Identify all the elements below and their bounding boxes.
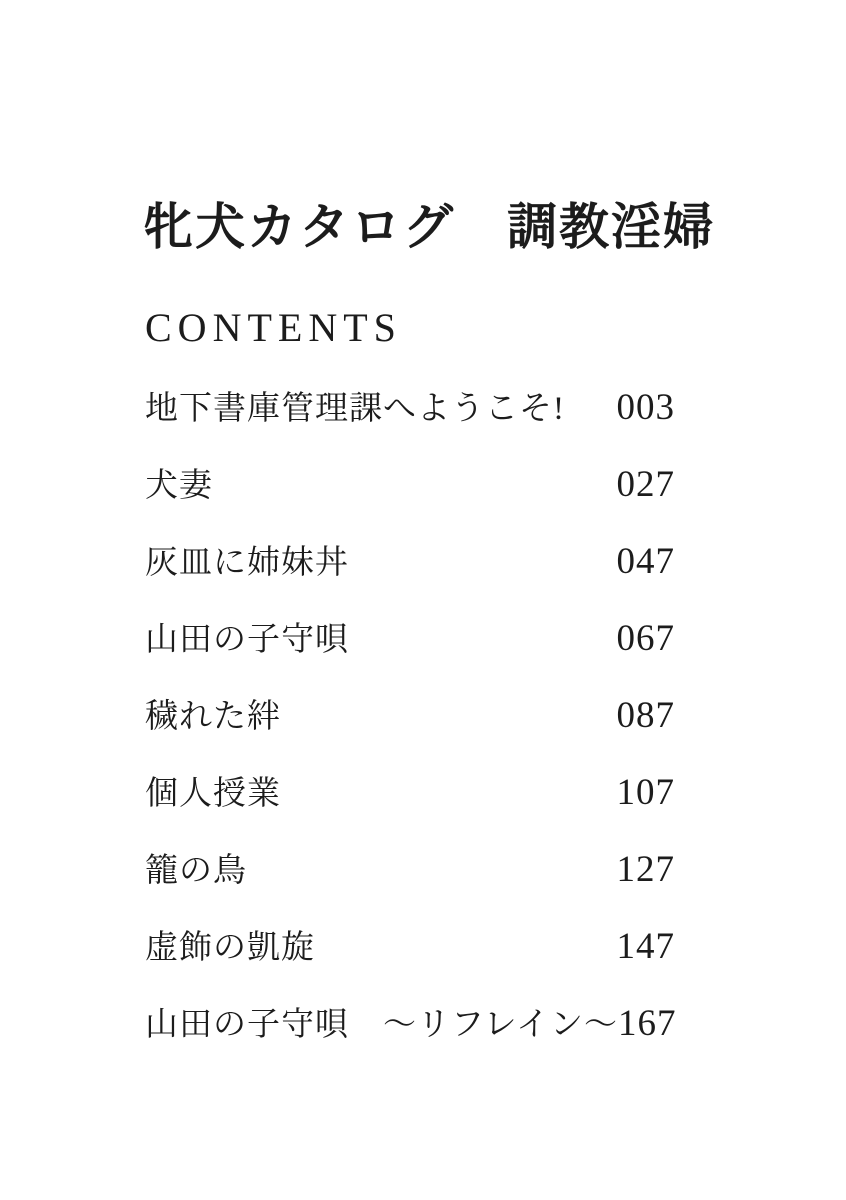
chapter-page-number: 027: [616, 464, 675, 505]
chapter-title: 山田の子守唄: [145, 622, 349, 658]
toc-row: [145, 1004, 675, 1081]
chapter-title: 籠の鳥: [145, 853, 247, 889]
toc-row: [145, 388, 675, 465]
chapter-title: 個人授業: [145, 776, 281, 812]
chapter-title: 地下書庫管理課へようこそ!: [145, 391, 565, 427]
chapter-page-number: 127: [616, 849, 675, 890]
chapter-title: 山田の子守唄 〜リフレイン〜: [145, 1007, 619, 1043]
chapter-page-number: 067: [616, 618, 675, 659]
toc-row: [145, 542, 675, 619]
toc-row: [145, 773, 675, 850]
chapter-title: 穢れた絆: [145, 699, 281, 735]
chapter-title: 灰皿に姉妹丼: [145, 545, 349, 581]
chapter-page-number: 003: [616, 387, 675, 428]
chapter-title: 虚飾の凱旋: [145, 930, 315, 966]
toc-row: [145, 696, 675, 773]
chapter-page-number: 147: [616, 926, 675, 967]
chapter-title: 犬妻: [145, 468, 213, 504]
toc-list: [145, 388, 675, 1081]
toc-row: [145, 619, 675, 696]
toc-row: [145, 927, 675, 1004]
book-title: 牝犬カタログ 調教淫婦: [143, 199, 715, 255]
chapter-page-number: 107: [616, 772, 675, 813]
toc-row: [145, 465, 675, 542]
contents-heading: CONTENTS: [145, 305, 402, 350]
toc-row: [145, 850, 675, 927]
chapter-page-number: 167: [618, 1003, 677, 1044]
chapter-page-number: 087: [616, 695, 675, 736]
chapter-page-number: 047: [616, 541, 675, 582]
